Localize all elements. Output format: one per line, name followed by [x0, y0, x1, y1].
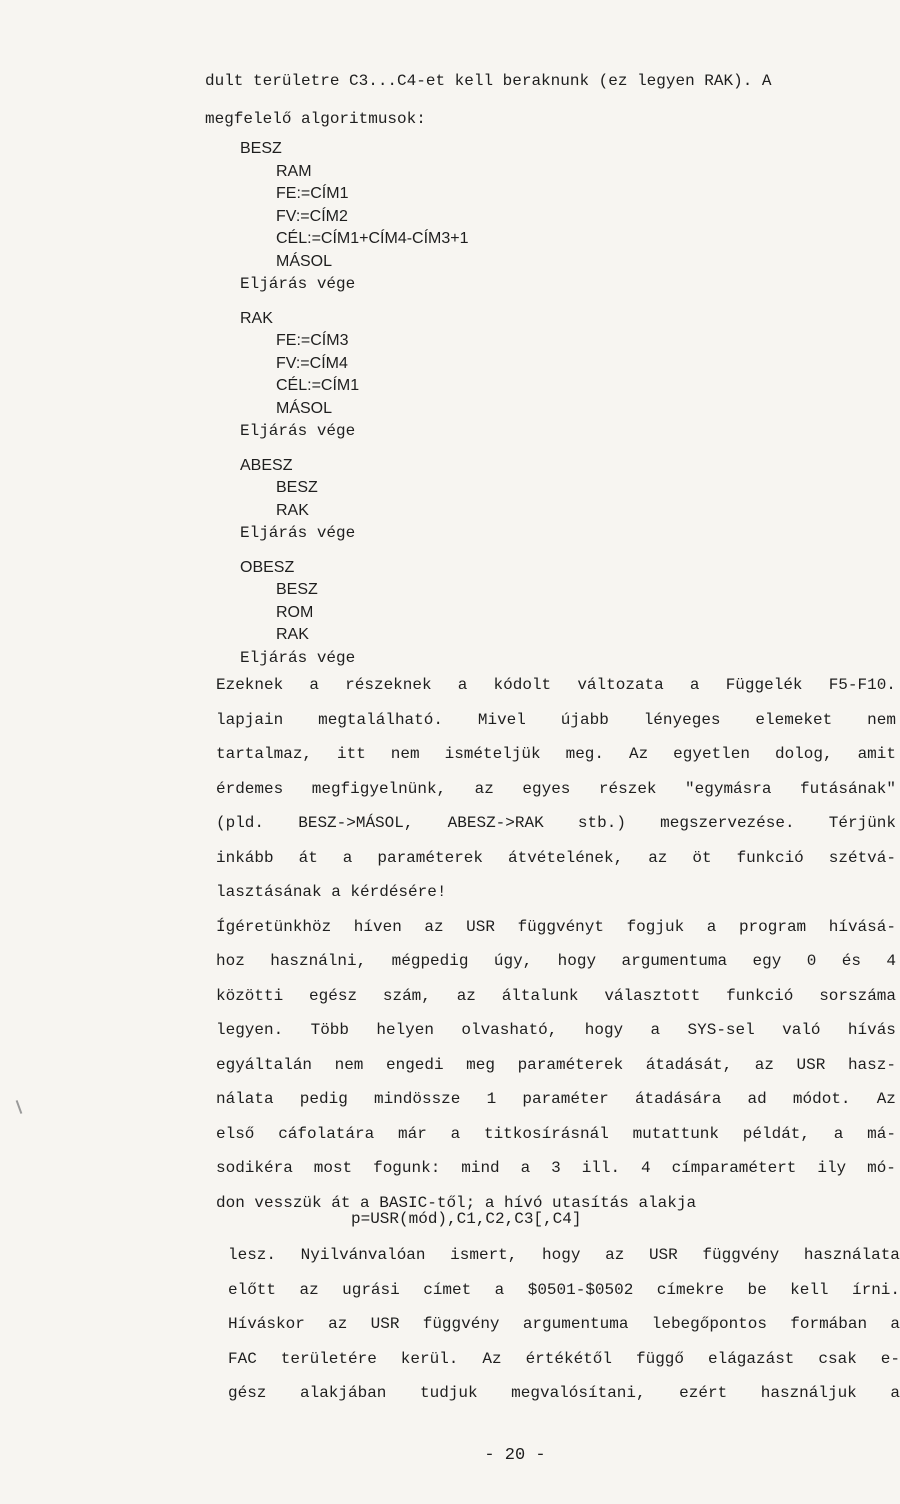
text-line: don vesszük át a BASIC-től; a hívó utasítás alakja [216, 1193, 697, 1212]
procedure-name: RAK [240, 309, 273, 327]
procedure-step: CÉL:=CÍM1+CÍM4-CÍM3+1 [276, 230, 469, 247]
text-line: Ezeknek a részeknek a kódolt változata a Függelék F5-F10. [216, 676, 896, 694]
procedure-step: ROM [276, 603, 314, 621]
text-line: közötti egész szám, az általunk választott funkció sorszáma [216, 986, 896, 1005]
text-line: tartalmaz, itt nem ismételjük meg. Az egyetlen dolog, amit [216, 745, 896, 763]
text-line: első cáfolatára már a titkosírásnál mutattunk példát, a má- [216, 1124, 896, 1143]
text-line: érdemes megfigyelnünk, az egyes részek "egymásra futásának" [216, 779, 896, 798]
paragraph-1 [216, 668, 896, 1220]
text-line: lesz. Nyilvánvalóan ismert, hogy az USR függvény használata [228, 1246, 900, 1264]
procedure-end: Eljárás vége [240, 648, 356, 667]
paragraph-2 [228, 1238, 900, 1411]
procedure-end: Eljárás vége [240, 422, 356, 440]
usr-call-formula: p=USR(mód),C1,C2,C3[,C4] [351, 1210, 582, 1228]
text-line: egyáltalán nem engedi meg paraméterek átadását, az USR hasz- [216, 1055, 896, 1074]
intro-line: dult területre C3...C4-et kell beraknunk (ez legyen RAK). A [205, 72, 772, 90]
text-line: inkább át a paraméterek átvételének, az öt funkció szétvá- [216, 848, 896, 867]
procedure-name: ABESZ [240, 456, 293, 474]
text-line: lasztásának a kérdésére! [216, 883, 447, 901]
procedure-end: Eljárás vége [240, 524, 356, 542]
procedure-step: MÁSOL [276, 399, 333, 417]
text-line: hoz használni, mégpedig úgy, hogy argumentuma egy 0 és 4 [216, 952, 896, 970]
text-line: lapjain megtalálható. Mivel újabb lényeges elemeket nem [216, 710, 896, 729]
procedure-step: CÉL:=CÍM1 [276, 377, 360, 394]
text-line: Ígéretünkhöz híven az USR függvényt fogjuk a program hívásá- [216, 917, 896, 936]
procedure-step: MÁSOL [276, 252, 333, 270]
procedure-step: RAM [276, 162, 312, 180]
procedure-step: FV:=CÍM4 [276, 354, 348, 372]
text-line: előtt az ugrási címet a $0501-$0502 címekre be kell írni. [228, 1280, 900, 1299]
text-line: Híváskor az USR függvény argumentuma lebegőpontos formában a [228, 1315, 900, 1333]
procedure-step: BESZ [276, 581, 318, 598]
text-line: FAC területére kerül. Az értékétől függő elágazást csak e- [228, 1349, 900, 1368]
procedure-step: RAK [276, 626, 309, 643]
procedure-step: FE:=CÍM1 [276, 185, 349, 202]
procedure-end: Eljárás vége [240, 275, 356, 293]
algorithm-listing [240, 138, 469, 669]
text-line: legyen. Több helyen olvasható, hogy a SYS-sel való hívás [216, 1021, 896, 1039]
procedure-step: FE:=CÍM3 [276, 332, 349, 349]
procedure-step: BESZ [276, 479, 318, 496]
text-line: nálata pedig mindössze 1 paraméter átadására ad módot. Az [216, 1090, 896, 1108]
procedure-step: RAK [276, 501, 309, 519]
page-number: - 20 - [484, 1446, 546, 1465]
scan-speck [16, 1100, 23, 1114]
procedure-step: FV:=CÍM2 [276, 207, 348, 225]
intro-text [205, 62, 885, 138]
procedure-name: BESZ [240, 140, 282, 157]
text-line: gész alakjában tudjuk megvalósítani, ezért használjuk a [228, 1384, 900, 1402]
text-line: (pld. BESZ->MÁSOL, ABESZ->RAK stb.) megszervezése. Térjünk [216, 814, 896, 832]
text-line: sodikéra most fogunk: mind a 3 ill. 4 címparamétert ily mó- [216, 1159, 896, 1177]
procedure-name: OBESZ [240, 558, 295, 576]
intro-line: megfelelő algoritmusok: [205, 110, 426, 128]
